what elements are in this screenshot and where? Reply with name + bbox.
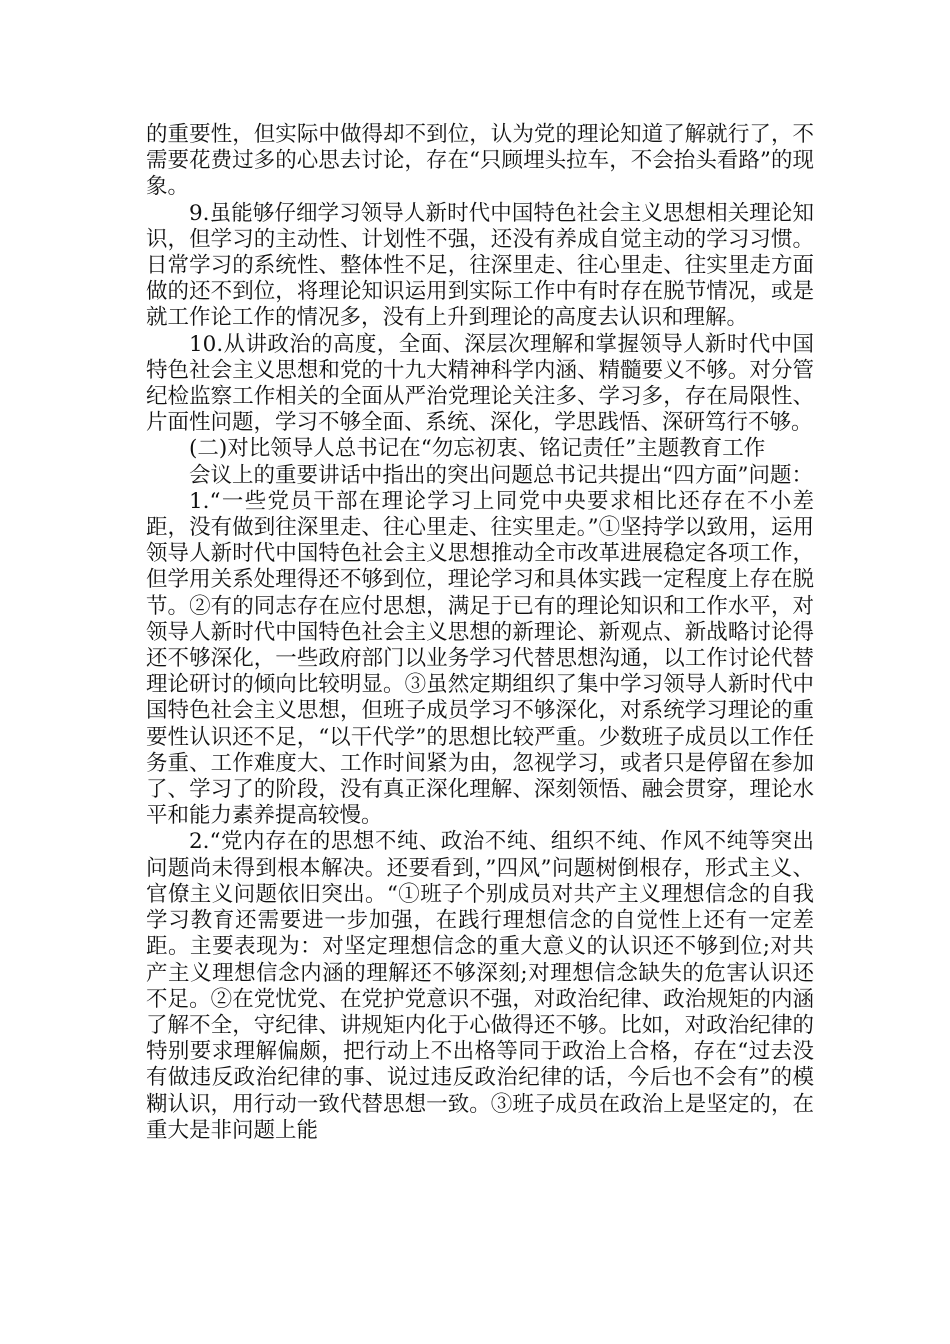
paragraph-continuation: 的重要性，但实际中做得却不到位，认为党的理论知道了解就行了，不需要花费过多的心思去讨论，存在“只顾埋头拉车，不会抬头看路”的现象。 (146, 122, 814, 200)
section-heading-2: (二)对比领导人总书记在“勿忘初衷、铭记责任”主题教育工作 (189, 436, 766, 462)
paragraph-item-10: 10.从讲政治的高度，全面、深层次理解和掌握领导人新时代中国特色社会主义思想和党的十九大精神科学内涵、精髓要义不够。对分管纪检监察工作相关的全面从严治党理论关注多、学习多，存在局限性、片面性问题，学习不够全面、系统、深化，学思践悟、深研笃行不够。 (146, 331, 814, 436)
paragraph-point-1: 1.“一些党员干部在理论学习上同党中央要求相比还存在不小差距，没有做到往深里走、往心里走、往实里走。”①坚持学以致用，运用领导人新时代中国特色社会主义思想推动全市改革进展稳定各项工作，但学用关系处理得还不够到位，理论学习和具体实践一定程度上存在脱节。②有的同志存在应付思想，满足于已有的理论知识和工作水平，对领导人新时代中国特色社会主义思想的新理论、新观点、新战略讨论得还不够深化，一些政府部门以业务学习代替思想沟通，以工作讨论代替理论研讨的倾向比较明显。③虽然定期组织了集中学习领导人新时代中国特色社会主义思想，但班子成员学习不够深化，对系统学习理论的重要性认识还不足，“以干代学”的思想比较严重。少数班子成员以工作任务重、工作难度大、工作时间紧为由，忽视学习，或者只是停留在参加了、学习了的阶段，没有真正深化理解、深刻领悟、融会贯穿，理论水平和能力素养提高较慢。 (146, 488, 814, 829)
paragraph-point-2: 2.“党内存在的思想不纯、政治不纯、组织不纯、作风不纯等突出问题尚未得到根本解决。还要看到，”四风”问题树倒根存，形式主义、官僚主义问题依旧突出。“①班子个别成员对共产主义理想信念的自我学习教育还需要进一步加强，在践行理想信念的自觉性上还有一定差距。主要表现为：对坚定理想信念的重大意义的认识还不够到位;对共产主义理想信念内涵的理解还不够深刻;对理想信念缺失的危害认识还不足。②在党忧党、在党护党意识不强，对政治纪律、政治规矩的内涵了解不全，守纪律、讲规矩内化于心做得还不够。比如，对政治纪律的特别要求理解偏颇，把行动上不出格等同于政治上合格，存在“过去没有做违反政治纪律的事、说过违反政治纪律的话，今后也不会有”的模糊认识，用行动一致代替思想一致。③班子成员在政治上是坚定的，在重大是非问题上能 (146, 829, 814, 1143)
paragraph-item-9: 9.虽能够仔细学习领导人新时代中国特色社会主义思想相关理论知识，但学习的主动性、计划性不强，还没有养成自觉主动的学习习惯。日常学习的系统性、整体性不足，往深里走、往心里走、往实里走方面做的还不到位，将理论知识运用到实际工作中有时存在脱节情况，或是就工作论工作的情况多，没有上升到理论的高度去认识和理解。 (146, 200, 814, 331)
document-page (146, 122, 814, 1144)
paragraph-intro: 会议上的重要讲话中指出的突出问题总书记共提出“四方面”问题： (189, 462, 813, 488)
